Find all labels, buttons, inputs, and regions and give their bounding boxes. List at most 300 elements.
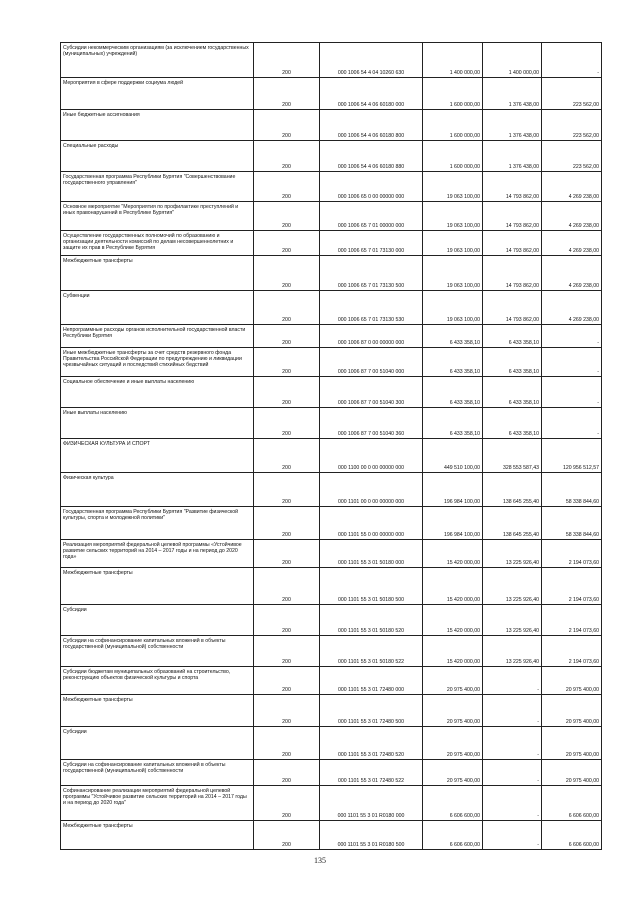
row-approved-text: 1 600 000,00 <box>449 163 480 170</box>
row-code-text: 000 1006 54 4 06 60180 800 <box>337 132 405 139</box>
row-name-cell <box>61 727 254 760</box>
row-name-cell <box>61 43 254 78</box>
row-unexecuted-text: 2 194 073,60 <box>568 658 599 665</box>
row-grbs-cell <box>254 78 320 110</box>
row-code-cell <box>320 377 423 408</box>
row-unexecuted-cell <box>542 172 602 202</box>
row-executed-text: 13 225 926,40 <box>505 658 539 665</box>
row-executed-cell <box>483 636 542 667</box>
row-unexecuted-text: 223 562,00 <box>573 101 599 108</box>
row-approved-text: 19 063 100,00 <box>446 247 480 254</box>
row-grbs-text: 200 <box>282 627 291 634</box>
row-approved-text: 1 400 000,00 <box>449 69 480 76</box>
row-unexecuted-cell <box>542 667 602 695</box>
row-approved-text: 1 600 000,00 <box>449 101 480 108</box>
row-grbs-text: 200 <box>282 777 291 784</box>
row-name-text: Государственная программа Республики Бурятия "Развитие физической культуры, спорта и молодежной политики" <box>63 509 239 522</box>
table-row <box>61 667 602 695</box>
row-executed-text: 13 225 926,40 <box>505 627 539 634</box>
row-name-text: Осуществление государственных полномочий по образованию и организации деятельности комиссий по делам несовершеннолетних и защите их прав в Республике Бурятия <box>63 233 234 252</box>
row-code-cell <box>320 695 423 727</box>
table-row <box>61 141 602 172</box>
row-unexecuted-cell <box>542 636 602 667</box>
row-grbs-text: 200 <box>282 193 291 200</box>
row-executed-cell <box>483 256 542 291</box>
row-code-cell <box>320 141 423 172</box>
row-code-text: 000 1006 87 7 00 51040 000 <box>337 368 405 375</box>
row-unexecuted-text: - <box>597 399 599 406</box>
row-code-cell <box>320 172 423 202</box>
row-unexecuted-cell <box>542 325 602 348</box>
budget-table-sheet <box>60 42 601 850</box>
row-approved-cell <box>423 760 483 786</box>
row-code-text: 000 1006 65 7 01 00000 000 <box>337 222 405 229</box>
row-grbs-text: 200 <box>282 222 291 229</box>
row-grbs-cell <box>254 348 320 377</box>
row-executed-text: 14 793 862,00 <box>505 247 539 254</box>
row-executed-cell <box>483 568 542 605</box>
row-code-cell <box>320 348 423 377</box>
row-unexecuted-text: - <box>597 430 599 437</box>
row-approved-cell <box>423 473 483 507</box>
row-name-text: Иные выплаты населению <box>63 410 127 416</box>
row-approved-cell <box>423 256 483 291</box>
row-name-text: Субсидии <box>63 729 87 735</box>
row-code-text: 000 1101 55 3 01 50180 000 <box>338 559 404 566</box>
row-approved-cell <box>423 202 483 231</box>
table-row <box>61 695 602 727</box>
row-code-cell <box>320 605 423 636</box>
row-name-cell <box>61 78 254 110</box>
row-name-text: Межбюджетные трансферты <box>63 258 133 264</box>
row-unexecuted-cell <box>542 202 602 231</box>
row-grbs-cell <box>254 231 320 256</box>
row-unexecuted-text: 120 956 512,57 <box>562 464 599 471</box>
row-executed-text: - <box>537 751 539 758</box>
row-name-text: Непрограммные расходы органов исполнительной государственной власти Республики Бурятия <box>63 327 246 340</box>
row-approved-text: 19 063 100,00 <box>446 282 480 289</box>
row-name-cell <box>61 568 254 605</box>
row-unexecuted-cell <box>542 605 602 636</box>
row-approved-cell <box>423 291 483 325</box>
row-grbs-cell <box>254 439 320 473</box>
row-unexecuted-cell <box>542 727 602 760</box>
row-unexecuted-text: 4 269 238,00 <box>568 193 599 200</box>
row-code-cell <box>320 110 423 141</box>
row-grbs-cell <box>254 377 320 408</box>
row-executed-cell <box>483 172 542 202</box>
row-approved-text: 20 975 400,00 <box>446 777 480 784</box>
row-unexecuted-cell <box>542 507 602 540</box>
row-executed-text: - <box>537 777 539 784</box>
row-code-cell <box>320 667 423 695</box>
row-grbs-cell <box>254 786 320 821</box>
row-unexecuted-cell <box>542 141 602 172</box>
row-name-text: ФИЗИЧЕСКАЯ КУЛЬТУРА И СПОРТ <box>63 441 150 447</box>
row-code-cell <box>320 408 423 439</box>
row-executed-text: 13 225 926,40 <box>505 559 539 566</box>
row-approved-cell <box>423 568 483 605</box>
row-name-cell <box>61 439 254 473</box>
row-name-cell <box>61 377 254 408</box>
row-approved-text: 196 984 100,00 <box>443 531 480 538</box>
row-approved-cell <box>423 110 483 141</box>
row-unexecuted-cell <box>542 348 602 377</box>
row-executed-text: 6 433 358,10 <box>508 399 539 406</box>
row-code-text: 000 1100 00 0 00 00000 000 <box>338 464 404 471</box>
row-grbs-cell <box>254 540 320 568</box>
row-name-text: Основное мероприятие "Мероприятия по профилактике преступлений и иных правонарушений в Республике Бурятия" <box>63 204 239 217</box>
table-row <box>61 291 602 325</box>
row-approved-cell <box>423 439 483 473</box>
row-approved-text: 6 606 600,00 <box>449 812 480 819</box>
table-row <box>61 605 602 636</box>
row-unexecuted-cell <box>542 760 602 786</box>
row-unexecuted-text: 223 562,00 <box>573 132 599 139</box>
row-code-text: 000 1006 54 4 04 10260 630 <box>337 69 405 76</box>
row-grbs-text: 200 <box>282 132 291 139</box>
row-code-cell <box>320 256 423 291</box>
row-code-cell <box>320 760 423 786</box>
row-name-cell <box>61 695 254 727</box>
page-number: 135 <box>314 856 326 865</box>
row-grbs-cell <box>254 760 320 786</box>
row-grbs-cell <box>254 172 320 202</box>
table-row <box>61 348 602 377</box>
row-unexecuted-text: 58 338 844,60 <box>565 531 599 538</box>
table-row <box>61 256 602 291</box>
row-unexecuted-text: 20 975 400,00 <box>565 718 599 725</box>
row-approved-cell <box>423 605 483 636</box>
row-approved-text: 19 063 100,00 <box>446 222 480 229</box>
row-code-cell <box>320 821 423 850</box>
row-executed-cell <box>483 408 542 439</box>
row-unexecuted-text: 6 606 600,00 <box>568 841 599 848</box>
row-code-text: 000 1101 55 3 01 72480 522 <box>338 777 404 784</box>
row-name-text: Социальное обеспечение и иные выплаты населению <box>63 379 195 385</box>
table-row <box>61 202 602 231</box>
row-grbs-text: 200 <box>282 658 291 665</box>
row-name-cell <box>61 110 254 141</box>
row-executed-cell <box>483 727 542 760</box>
row-unexecuted-text: - <box>597 368 599 375</box>
row-unexecuted-cell <box>542 110 602 141</box>
row-code-text: 000 1006 65 7 01 73130 530 <box>337 316 405 323</box>
row-approved-cell <box>423 408 483 439</box>
row-name-cell <box>61 202 254 231</box>
row-grbs-text: 200 <box>282 812 291 819</box>
row-unexecuted-text: - <box>597 339 599 346</box>
row-approved-text: 6 433 358,10 <box>449 399 480 406</box>
row-unexecuted-cell <box>542 78 602 110</box>
row-grbs-text: 200 <box>282 69 291 76</box>
row-name-text: Межбюджетные трансферты <box>63 823 133 829</box>
row-grbs-cell <box>254 821 320 850</box>
row-name-text: Субсидии некоммерческим организациям (за исключением государственных (муниципальных) учреждений) <box>63 45 249 58</box>
row-executed-text: - <box>537 718 539 725</box>
row-unexecuted-text: 58 338 844,60 <box>565 498 599 505</box>
table-row <box>61 636 602 667</box>
row-executed-cell <box>483 605 542 636</box>
row-name-text: Межбюджетные трансферты <box>63 570 133 576</box>
row-approved-text: 1 600 000,00 <box>449 132 480 139</box>
row-approved-text: 20 975 400,00 <box>446 751 480 758</box>
row-grbs-cell <box>254 325 320 348</box>
row-code-cell <box>320 786 423 821</box>
row-name-text: Межбюджетные трансферты <box>63 697 133 703</box>
row-unexecuted-text: 20 975 400,00 <box>565 686 599 693</box>
row-approved-text: 196 984 100,00 <box>443 498 480 505</box>
table-row <box>61 110 602 141</box>
row-name-text: Субсидии бюджетам муниципальных образований на строительство, реконструкцию объектов физической культуры и спорта <box>63 669 231 682</box>
row-name-text: Софинансирование реализации мероприятий федеральной целевой программы "Устойчивое развитие сельских территорий на 2014 – 2017 годы и на период до 2020 года" <box>63 788 247 807</box>
row-unexecuted-text: 2 194 073,60 <box>568 559 599 566</box>
row-name-text: Субсидии на софинансирование капитальных вложений в объекты государственной (муниципальной) собственности <box>63 638 226 651</box>
row-unexecuted-cell <box>542 821 602 850</box>
row-code-text: 000 1101 55 3 01 50180 522 <box>338 658 404 665</box>
row-code-cell <box>320 231 423 256</box>
table-row <box>61 540 602 568</box>
row-name-text: Специальные расходы <box>63 143 119 149</box>
row-code-text: 000 1006 54 4 06 60180 000 <box>337 101 405 108</box>
row-executed-cell <box>483 110 542 141</box>
row-name-cell <box>61 325 254 348</box>
table-row <box>61 507 602 540</box>
row-grbs-cell <box>254 636 320 667</box>
table-row <box>61 821 602 850</box>
row-approved-text: 15 420 000,00 <box>446 627 480 634</box>
budget-execution-table <box>60 42 602 850</box>
row-grbs-text: 200 <box>282 247 291 254</box>
table-row <box>61 231 602 256</box>
row-approved-text: 15 420 000,00 <box>446 658 480 665</box>
row-unexecuted-text: 4 269 238,00 <box>568 222 599 229</box>
row-approved-cell <box>423 507 483 540</box>
row-executed-cell <box>483 695 542 727</box>
row-executed-text: 14 793 862,00 <box>505 222 539 229</box>
row-name-cell <box>61 291 254 325</box>
row-grbs-text: 200 <box>282 718 291 725</box>
row-grbs-text: 200 <box>282 464 291 471</box>
row-executed-cell <box>483 291 542 325</box>
table-row <box>61 172 602 202</box>
table-row <box>61 760 602 786</box>
row-executed-text: 1 400 000,00 <box>508 69 539 76</box>
row-approved-text: 6 433 358,10 <box>449 430 480 437</box>
table-row <box>61 325 602 348</box>
row-unexecuted-text: 2 194 073,60 <box>568 627 599 634</box>
row-code-text: 000 1101 55 0 00 00000 000 <box>338 531 404 538</box>
row-unexecuted-cell <box>542 695 602 727</box>
row-name-cell <box>61 507 254 540</box>
row-approved-cell <box>423 43 483 78</box>
row-grbs-text: 200 <box>282 430 291 437</box>
row-approved-text: 20 975 400,00 <box>446 718 480 725</box>
row-code-cell <box>320 727 423 760</box>
row-code-text: 000 1101 55 3 01 72480 520 <box>338 751 404 758</box>
row-approved-text: 6 433 358,10 <box>449 339 480 346</box>
row-unexecuted-cell <box>542 408 602 439</box>
row-approved-cell <box>423 325 483 348</box>
table-row <box>61 473 602 507</box>
row-grbs-text: 200 <box>282 531 291 538</box>
row-code-text: 000 1006 87 7 00 51040 300 <box>337 399 405 406</box>
row-approved-text: 15 420 000,00 <box>446 559 480 566</box>
row-code-text: 000 1101 00 0 00 00000 000 <box>338 498 404 505</box>
row-grbs-text: 200 <box>282 596 291 603</box>
row-name-text: Иные межбюджетные трансферты за счет средств резервного фонда Правительства Российской Федерации по предупреждению и ликвидации чрезвычайных ситуаций и последствий стихийных бедствий <box>63 350 242 369</box>
row-name-cell <box>61 540 254 568</box>
row-name-text: Физическая культура <box>63 475 114 481</box>
row-name-cell <box>61 473 254 507</box>
row-executed-cell <box>483 473 542 507</box>
row-grbs-text: 200 <box>282 101 291 108</box>
row-approved-text: 19 063 100,00 <box>446 316 480 323</box>
row-executed-text: - <box>537 812 539 819</box>
row-executed-text: 138 645 255,40 <box>502 531 539 538</box>
table-row <box>61 568 602 605</box>
row-code-cell <box>320 636 423 667</box>
row-grbs-cell <box>254 507 320 540</box>
row-approved-cell <box>423 667 483 695</box>
row-approved-cell <box>423 540 483 568</box>
row-grbs-cell <box>254 568 320 605</box>
row-name-cell <box>61 408 254 439</box>
row-grbs-cell <box>254 727 320 760</box>
row-executed-cell <box>483 377 542 408</box>
row-code-cell <box>320 507 423 540</box>
row-code-text: 000 1101 55 3 01 R0180 500 <box>337 841 405 848</box>
row-grbs-cell <box>254 695 320 727</box>
row-code-cell <box>320 568 423 605</box>
row-unexecuted-text: 6 606 600,00 <box>568 812 599 819</box>
table-row <box>61 439 602 473</box>
row-executed-text: 138 645 255,40 <box>502 498 539 505</box>
row-executed-cell <box>483 202 542 231</box>
row-executed-text: 1 376 438,00 <box>508 132 539 139</box>
row-name-text: Субвенции <box>63 293 90 299</box>
row-executed-cell <box>483 667 542 695</box>
row-name-cell <box>61 786 254 821</box>
row-approved-cell <box>423 141 483 172</box>
row-name-cell <box>61 231 254 256</box>
row-unexecuted-cell <box>542 473 602 507</box>
row-approved-text: 15 420 000,00 <box>446 596 480 603</box>
row-grbs-cell <box>254 256 320 291</box>
row-name-text: Реализация мероприятий федеральной целевой программы «Устойчивое развитие сельских территорий на 2014 – 2017 годы и на период до 2020 года» <box>63 542 242 561</box>
row-code-text: 000 1101 55 3 01 50180 500 <box>338 596 404 603</box>
row-executed-cell <box>483 540 542 568</box>
row-grbs-cell <box>254 141 320 172</box>
row-code-text: 000 1101 55 3 01 72480 500 <box>338 718 404 725</box>
row-executed-cell <box>483 786 542 821</box>
row-grbs-cell <box>254 408 320 439</box>
row-grbs-cell <box>254 473 320 507</box>
row-executed-cell <box>483 507 542 540</box>
row-approved-cell <box>423 695 483 727</box>
table-row <box>61 43 602 78</box>
row-grbs-text: 200 <box>282 399 291 406</box>
row-code-text: 000 1006 54 4 06 60180 880 <box>337 163 405 170</box>
row-executed-cell <box>483 821 542 850</box>
row-unexecuted-cell <box>542 43 602 78</box>
row-grbs-text: 200 <box>282 841 291 848</box>
row-name-text: Государственная программа Республики Бурятия "Совершенствование государственного управления" <box>63 174 236 187</box>
row-executed-text: - <box>537 841 539 848</box>
row-code-cell <box>320 325 423 348</box>
row-code-text: 000 1006 87 7 00 51040 360 <box>337 430 405 437</box>
row-executed-text: 14 793 862,00 <box>505 316 539 323</box>
row-code-cell <box>320 202 423 231</box>
row-name-cell <box>61 821 254 850</box>
row-grbs-text: 200 <box>282 163 291 170</box>
row-unexecuted-text: 20 975 400,00 <box>565 751 599 758</box>
row-grbs-text: 200 <box>282 316 291 323</box>
row-unexecuted-text: 4 269 238,00 <box>568 247 599 254</box>
row-approved-cell <box>423 348 483 377</box>
row-name-text: Мероприятия в сфере поддержки социума людей <box>63 80 184 86</box>
row-code-cell <box>320 291 423 325</box>
row-approved-text: 6 606 600,00 <box>449 841 480 848</box>
row-executed-cell <box>483 141 542 172</box>
row-grbs-text: 200 <box>282 339 291 346</box>
row-approved-cell <box>423 821 483 850</box>
table-row <box>61 786 602 821</box>
row-name-text: Субсидии на софинансирование капитальных вложений в объекты государственной (муниципальной) собственности <box>63 762 226 775</box>
row-unexecuted-text: 2 194 073,60 <box>568 596 599 603</box>
row-name-cell <box>61 348 254 377</box>
row-code-text: 000 1006 65 7 01 73130 500 <box>337 282 405 289</box>
row-approved-cell <box>423 636 483 667</box>
row-unexecuted-cell <box>542 439 602 473</box>
row-name-cell <box>61 141 254 172</box>
row-code-cell <box>320 439 423 473</box>
row-code-text: 000 1006 65 7 01 73130 000 <box>337 247 405 254</box>
row-code-cell <box>320 78 423 110</box>
row-unexecuted-text: - <box>597 69 599 76</box>
row-executed-cell <box>483 231 542 256</box>
row-approved-text: 19 063 100,00 <box>446 193 480 200</box>
row-approved-cell <box>423 727 483 760</box>
row-executed-text: - <box>537 686 539 693</box>
row-unexecuted-text: 4 269 238,00 <box>568 316 599 323</box>
row-code-cell <box>320 43 423 78</box>
row-grbs-cell <box>254 110 320 141</box>
row-unexecuted-text: 4 269 238,00 <box>568 282 599 289</box>
row-executed-cell <box>483 760 542 786</box>
row-executed-text: 13 225 926,40 <box>505 596 539 603</box>
row-unexecuted-cell <box>542 256 602 291</box>
row-unexecuted-text: 223 562,00 <box>573 163 599 170</box>
row-approved-cell <box>423 786 483 821</box>
row-executed-text: 1 376 438,00 <box>508 163 539 170</box>
row-grbs-cell <box>254 291 320 325</box>
row-executed-text: 1 376 438,00 <box>508 101 539 108</box>
row-code-text: 000 1101 55 3 01 R0180 000 <box>337 812 405 819</box>
row-executed-text: 14 793 862,00 <box>505 282 539 289</box>
row-executed-text: 6 433 358,10 <box>508 339 539 346</box>
table-body <box>61 43 602 850</box>
row-executed-cell <box>483 325 542 348</box>
row-code-cell <box>320 473 423 507</box>
row-unexecuted-cell <box>542 568 602 605</box>
table-row <box>61 78 602 110</box>
row-approved-text: 20 975 400,00 <box>446 686 480 693</box>
row-approved-cell <box>423 78 483 110</box>
row-grbs-text: 200 <box>282 282 291 289</box>
table-row <box>61 377 602 408</box>
row-grbs-cell <box>254 202 320 231</box>
